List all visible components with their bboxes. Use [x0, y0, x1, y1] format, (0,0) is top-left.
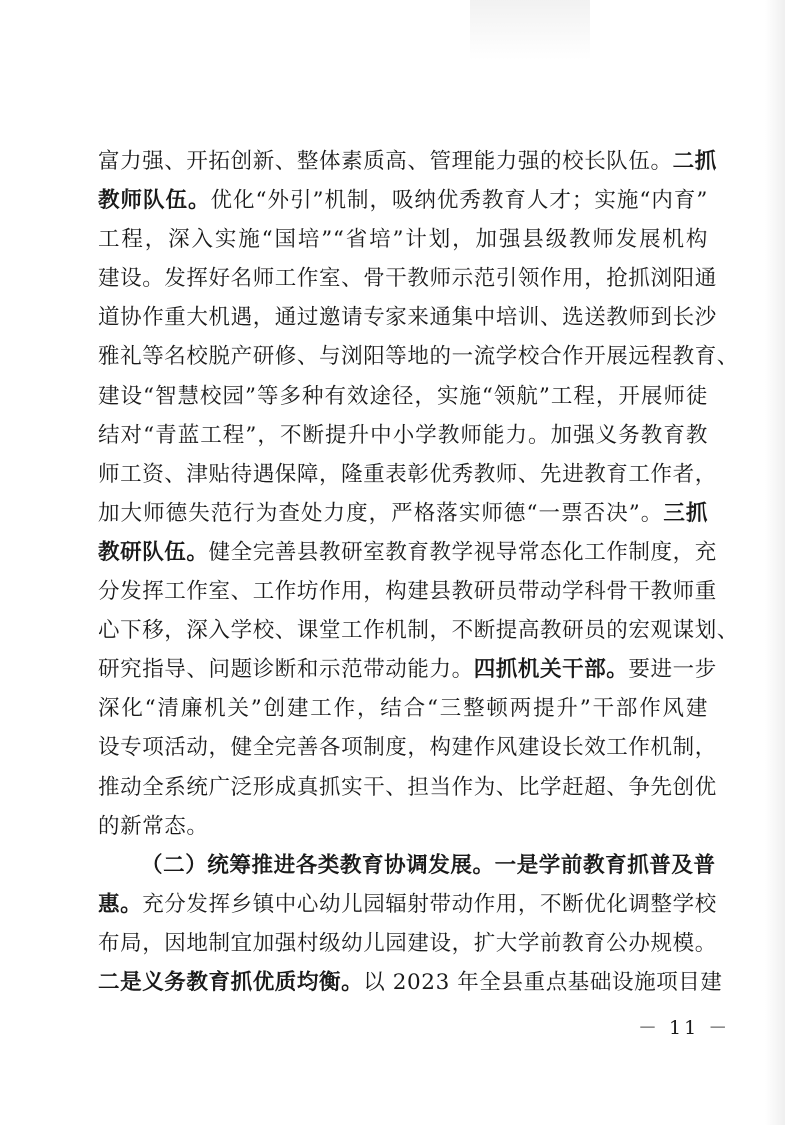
- text-line: [98, 728, 717, 767]
- scan-shadow-right: [765, 0, 785, 1125]
- text-segment: 以 2023 年全县重点基础设施项目建: [363, 969, 723, 995]
- text-line: [98, 572, 717, 611]
- text-segment: 推动全系统广泛形成真抓实干、担当作为、比学赶超、争先创优: [98, 774, 717, 800]
- page-number: － 11 －: [638, 1017, 731, 1039]
- text-line: [98, 533, 717, 572]
- text-segment: 健全完善县教研室教育教学视导常态化工作制度，充: [208, 539, 717, 565]
- bold-text-segment: 二抓: [672, 149, 717, 174]
- text-segment: 研究指导、问题诊断和示范带动能力。: [98, 657, 474, 683]
- text-segment: 设专项活动，健全完善各项制度，构建作风建设长效工作机制，: [98, 735, 717, 761]
- bold-text-segment: 教师队伍。: [98, 188, 211, 214]
- text-line: [98, 220, 708, 259]
- text-line: [98, 885, 717, 924]
- text-line: [98, 494, 708, 533]
- text-segment: 富力强、开拓创新、整体素质高、管理能力强的校长队伍。: [98, 149, 673, 174]
- text-segment: 道协作重大机遇，通过邀请专家来通集中培训、选送教师到长沙: [98, 305, 717, 331]
- scan-shadow-top: [470, 0, 590, 60]
- text-line: [98, 455, 717, 494]
- text-segment: 要进一步: [628, 657, 717, 683]
- text-line: [98, 807, 708, 846]
- text-line: [98, 298, 717, 337]
- text-segment: 充分发挥乡镇中心幼儿园辐射带动作用，不断优化调整学校: [142, 891, 717, 917]
- text-segment: 加大师德失范行为查处力度，严格落实师德“一票否决”。: [98, 500, 664, 526]
- text-segment: 工程，深入实施“国培”“省培”计划，加强县级教师发展机构: [98, 227, 708, 253]
- bold-text-segment: 三抓: [663, 500, 708, 526]
- text-line: [98, 377, 708, 416]
- text-line: [98, 846, 716, 885]
- text-segment: 结对“青蓝工程”，不断提升中小学教师能力。加强义务教育教: [98, 422, 708, 448]
- text-segment: 分发挥工作室、工作坊作用，构建县教研员带动学科骨干教师重: [98, 579, 717, 605]
- bold-text-segment: 教研队伍。: [98, 539, 209, 565]
- bold-text-segment: 惠。: [98, 891, 143, 917]
- text-segment: 布局，因地制宜加强村级幼儿园建设，扩大学前教育公办规模。: [98, 930, 717, 956]
- text-segment: 深化“清廉机关”创建工作，结合“三整顿两提升”干部作风建: [98, 696, 708, 722]
- text-line: [98, 768, 717, 807]
- text-line: [98, 337, 739, 376]
- bold-text-segment: 二是义务教育抓优质均衡。: [98, 969, 364, 995]
- text-segment: 的新常态。: [98, 813, 209, 839]
- text-segment: 雅礼等名校脱产研修、与浏阳等地的一流学校合作开展远程教育、: [98, 344, 739, 370]
- text-line: [98, 924, 717, 963]
- text-segment: 师工资、津贴待遇保障，隆重表彰优秀教师、先进教育工作者，: [98, 461, 717, 487]
- text-line: [98, 650, 717, 689]
- text-line: [98, 142, 717, 181]
- text-segment: 建设。发挥好名师工作室、骨干教师示范引领作用，抢抓浏阳通: [98, 266, 717, 292]
- bold-text-segment: 四抓机关干部。: [473, 657, 629, 683]
- text-line: [98, 689, 708, 728]
- text-segment: 优化“外引”机制，吸纳优秀教育人才；实施“内育”: [210, 188, 708, 214]
- text-line: [98, 416, 708, 455]
- body-text: [98, 142, 739, 1002]
- text-line: [98, 963, 723, 1002]
- text-line: [98, 181, 708, 220]
- text-line: [98, 259, 717, 298]
- bold-text-segment: （二）统筹推进各类教育协调发展。一是学前教育抓普及普: [141, 852, 716, 878]
- text-segment: 心下移，深入学校、课堂工作机制，不断提高教研员的宏观谋划、: [98, 618, 739, 644]
- text-segment: 建设“智慧校园”等多种有效途径，实施“领航”工程，开展师徒: [98, 383, 708, 409]
- text-line: [98, 611, 739, 650]
